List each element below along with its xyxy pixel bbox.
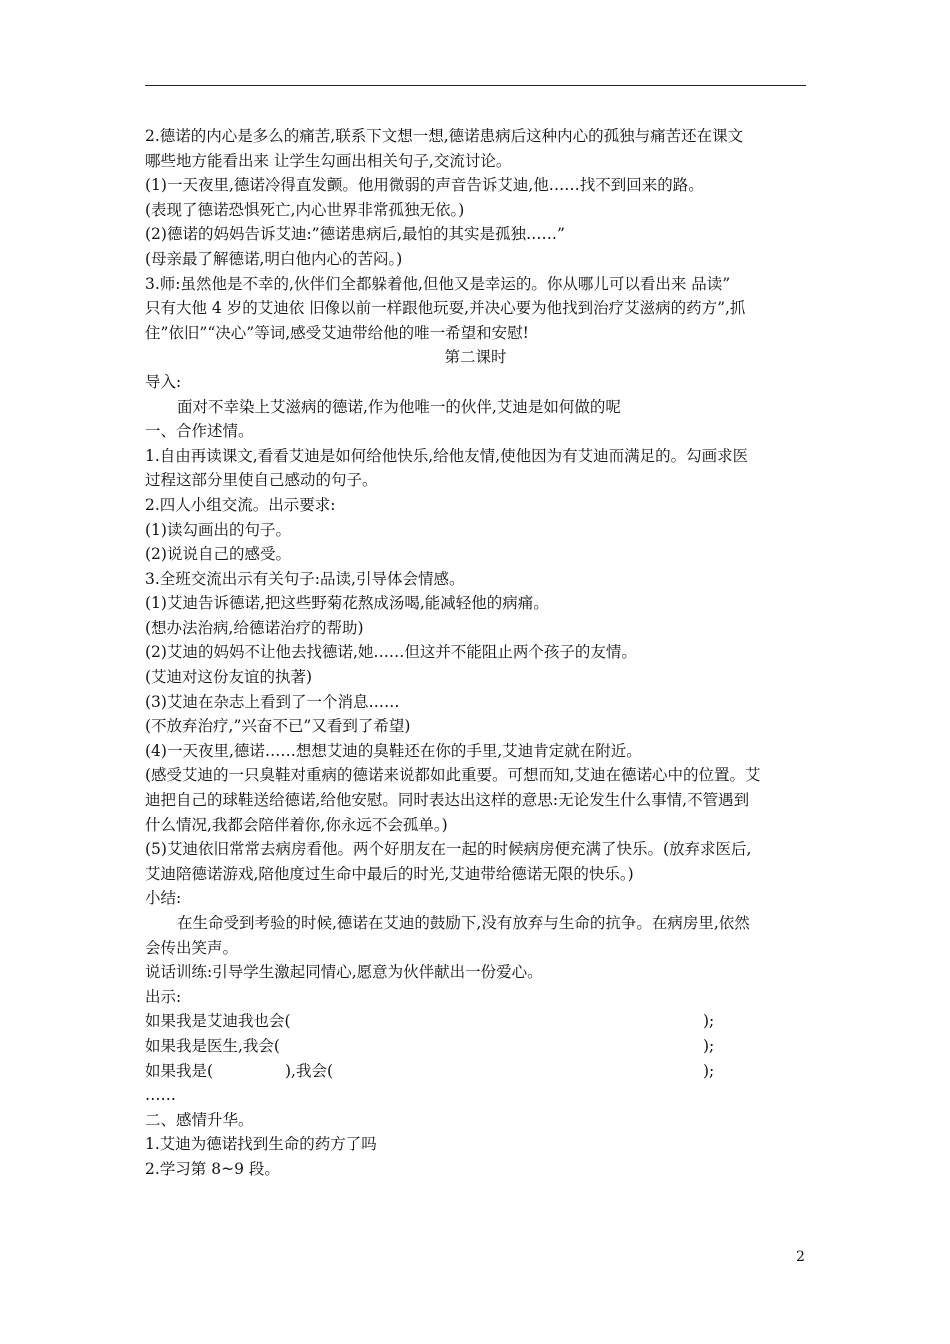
fill-in-line — [145, 1034, 810, 1059]
paragraph-line: 一、合作述情。 — [145, 422, 254, 441]
paragraph-line: 艾迪陪德诺游戏,陪他度过生命中最后的时光,艾迪带给德诺无限的快乐。) — [145, 864, 634, 883]
paragraph-line: 3.全班交流出示有关句子:品读,引导体会情感。 — [145, 569, 465, 588]
document-body — [145, 124, 810, 1182]
paragraph-line: 过程这部分里使自己感动的句子。 — [145, 471, 378, 490]
paragraph-line: …… — [145, 1086, 176, 1105]
fill-in-prompt: 如果我是艾迪我也会( — [145, 1012, 291, 1031]
paragraph-line: (想办法治病,给德诺治疗的帮助) — [145, 618, 364, 637]
paragraph-line: 面对不幸染上艾滋病的德诺,作为他唯一的伙伴,艾迪是如何做的呢 — [177, 397, 621, 416]
paragraph-line: (2)德诺的妈妈告诉艾迪:”德诺患病后,最怕的其实是孤独……” — [145, 225, 565, 244]
paragraph-line: 在生命受到考验的时候,德诺在艾迪的鼓励下,没有放弃与生命的抗争。在病房里,依然 — [177, 914, 750, 932]
paragraph-line: (不放弃治疗,”兴奋不已”又看到了希望) — [145, 717, 411, 736]
fill-in-close: ); — [703, 1036, 715, 1055]
paragraph-line: 说话训练:引导学生激起同情心,愿意为伙伴献出一份爱心。 — [145, 963, 543, 982]
paragraph-line: 只有大他 4 岁的艾迪依 旧像以前一样跟他玩耍,并决心要为他找到治疗艾滋病的药方”,抓 — [145, 299, 746, 318]
paragraph-line: (母亲最了解德诺,明白他内心的苦闷。) — [145, 249, 403, 268]
paragraph-line: 2.德诺的内心是多么的痛苦,联系下文想一想,德诺患病后这种内心的孤独与痛苦还在课文 — [145, 127, 744, 145]
paragraph-line: 二、感情升华。 — [145, 1110, 254, 1129]
paragraph-line: (1)一天夜里,德诺冷得直发颤。他用微弱的声音告诉艾迪,他……找不到回来的路。 — [145, 176, 704, 195]
fill-in-middle: ),我会( — [285, 1061, 334, 1080]
fill-in-prompt: 如果我是( — [145, 1061, 214, 1080]
paragraph-line: 1.艾迪为德诺找到生命的药方了吗 — [145, 1135, 377, 1154]
section-heading: 第二课时 — [444, 348, 507, 367]
paragraph-line: (4)一天夜里,德诺……想想艾迪的臭鞋还在你的手里,艾迪肯定就在附近。 — [145, 741, 642, 760]
paragraph-line: 什么情况,我都会陪伴着你,你永远不会孤单。) — [145, 815, 448, 834]
paragraph-line: 出示: — [145, 987, 182, 1006]
paragraph-line: 住”依旧”“决心”等词,感受艾迪带给他的唯一希望和安慰! — [145, 323, 529, 342]
paragraph-line: (3)艾迪在杂志上看到了一个消息…… — [145, 692, 400, 711]
header-rule — [145, 85, 806, 86]
paragraph-line: (5)艾迪依旧常常去病房看他。两个好朋友在一起的时候病房便充满了快乐。(放弃求医后, — [145, 840, 752, 859]
fill-in-close: ); — [703, 1061, 715, 1080]
paragraph-line: 会传出笑声。 — [145, 938, 239, 957]
fill-in-line — [145, 1059, 810, 1084]
paragraph-line: 1.自由再读课文,看看艾迪是如何给他快乐,给他友情,使他因为有艾迪而满足的。勾画求医 — [145, 446, 749, 465]
paragraph-line: 哪些地方能看出来 让学生勾画出相关句子,交流讨论。 — [145, 151, 512, 170]
fill-in-line — [145, 1009, 810, 1034]
paragraph-line: (表现了德诺恐惧死亡,内心世界非常孤独无依。) — [145, 200, 465, 219]
fill-in-prompt: 如果我是医生,我会( — [145, 1036, 280, 1055]
paragraph-line: (1)艾迪告诉德诺,把这些野菊花熬成汤喝,能减轻他的病痛。 — [145, 594, 549, 613]
paragraph-line: 导入: — [145, 372, 182, 391]
paragraph-line: (2)艾迪的妈妈不让他去找德诺,她……但这并不能阻止两个孩子的友情。 — [145, 643, 637, 662]
paragraph-line: 2.学习第 8~9 段。 — [145, 1159, 280, 1178]
paragraph-line: (2)说说自己的感受。 — [145, 545, 291, 564]
paragraph-line: (艾迪对这份友谊的执著) — [145, 668, 313, 687]
paragraph-line: 迪把自己的球鞋送给德诺,给他安慰。同时表达出这样的意思:无论发生什么事情,不管遇到 — [145, 791, 750, 810]
fill-in-close: ); — [703, 1012, 715, 1031]
paragraph-line: 2.四人小组交流。出示要求: — [145, 495, 336, 514]
paragraph-line: 小结: — [145, 889, 182, 908]
page-number: 2 — [796, 1249, 805, 1265]
paragraph-line: (感受艾迪的一只臭鞋对重病的德诺来说都如此重要。可想而知,艾迪在德诺心中的位置。艾 — [145, 766, 761, 785]
paragraph-line: 3.师:虽然他是不幸的,伙伴们全都躲着他,但他又是幸运的。你从哪儿可以看出来 品读” — [145, 274, 731, 293]
paragraph-line: (1)读勾画出的句子。 — [145, 520, 291, 539]
